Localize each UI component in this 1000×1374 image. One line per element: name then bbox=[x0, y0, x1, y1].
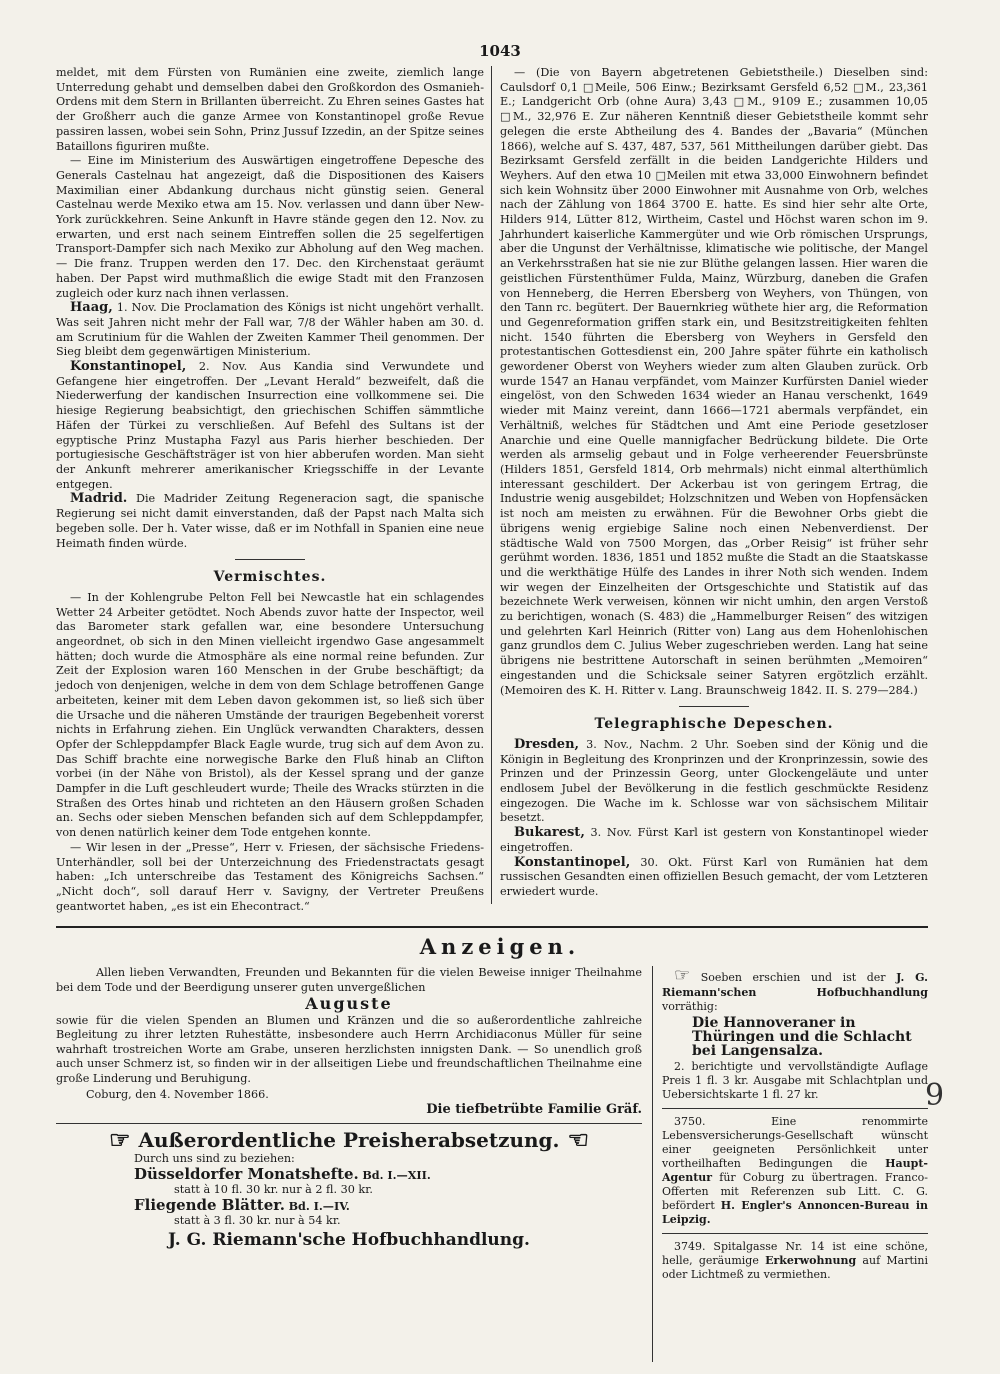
item-volumes: Bd. I.—XII. bbox=[362, 1167, 431, 1182]
apartment-highlight: Erkerwohnung bbox=[765, 1254, 857, 1267]
article-text: 2. Nov. Aus Kandia sind Verwundete und Gefangene hier eingetroffen. Der „Levant Herald“ bezweifelt, daß die Niederwerfung der kandischen Insurrection eine vollkommene sei. Die hiesige Regierung beabsichtigt, den griechischen Schiffen sämmtliche Häfen der Türkei zu verschließen. Auf Befehl des Sultans ist der egyptische Prinz Mustapha Fazyl aus Paris hierher beschieden. Der portugiesische Geschäftsträger ist von hier abberufen worden. Man sieht der Ankunft mehrerer amerikanischer Kriegsschiffe in der Levante entgegen. bbox=[56, 360, 484, 491]
price-intro: Durch uns sind zu beziehen: bbox=[134, 1152, 295, 1165]
item-price: statt à 10 fl. 30 kr. nur à 2 fl. 30 kr. bbox=[174, 1183, 373, 1196]
ads-section bbox=[56, 966, 928, 1366]
price-item bbox=[134, 1164, 642, 1184]
page-number: 1043 bbox=[479, 42, 521, 60]
price-list bbox=[56, 1152, 642, 1229]
article-text: Die Madrider Zeitung Regeneracion sagt, die spanische Regierung sei nicht damit einverstanden, daß der Papst nach Malta sich begeben solle. Der h. Vater wisse, daß er im Nothfall in Spanien eine neue Heimath finden würde. bbox=[56, 492, 484, 550]
insurance-highlight: Haupt-Agentur bbox=[662, 1157, 928, 1184]
ads-title: Anzeigen. bbox=[419, 934, 581, 959]
price-ad bbox=[56, 1125, 642, 1250]
section-title-vermischtes: Vermischtes. bbox=[213, 569, 327, 586]
place-date: Coburg, den 4. November 1866. bbox=[86, 1088, 269, 1101]
book-title: Die Hannoveraner in Thüringen und die Schlacht bei Langensalza. bbox=[692, 1015, 912, 1059]
divider bbox=[56, 1123, 642, 1124]
thanks-notice bbox=[56, 966, 642, 1117]
insurance-text bbox=[662, 1115, 928, 1227]
signature-row bbox=[56, 1103, 642, 1118]
dateline-bukarest: Bukarest, bbox=[514, 825, 585, 841]
insurance-text-a: 3750. Eine renommirte Lebensversicherungs-Gesellschaft wünscht einer geeigneten Persönlichkeit unter vortheilhaften Bedingungen die bbox=[662, 1115, 928, 1170]
apartment-text-a: 3749. Spitalgasse Nr. 14 ist eine schöne, helle, geräumige bbox=[662, 1240, 928, 1267]
book-lead-text: Soeben erschien und ist der bbox=[700, 971, 886, 984]
dateline-konstantinopel: Konstantinopel, bbox=[70, 359, 187, 375]
book-avail: vorräthig: bbox=[662, 1000, 718, 1013]
price-title: Außerordentliche Preisherabsetzung. bbox=[138, 1127, 560, 1152]
pointing-hand-right-icon: ☞ bbox=[674, 965, 691, 986]
margin-mark: 9 bbox=[925, 1078, 945, 1113]
article-konstantinopel bbox=[56, 360, 484, 492]
article-paragraph: meldet, mit dem Fürsten von Rumänien eine zweite, ziemlich lange Unterredung gehabt und demselben dabei den Großkordon des Osmanieh-Ordens mit dem Stern in Brillanten überreicht. Zu Ehren seines Gastes hat der Großherr auch die ganze Armee von Konstantinopel große Revue passiren lassen, wobei sein Sohn, Prinz Jussuf Izzedin, an der Spitze seines Bataillons figuriren mußte. bbox=[56, 66, 484, 153]
price-item bbox=[134, 1195, 642, 1215]
dateline-konstantinopel-2: Konstantinopel, bbox=[514, 854, 631, 870]
thanks-text: Allen lieben Verwandten, Freunden und Bekannten für die vielen Beweise inniger Theilnahme bei dem Tode und der Beerdigung unserer guten unvergeßlichen bbox=[56, 966, 642, 994]
article-haag bbox=[56, 301, 484, 360]
book-lead bbox=[662, 966, 928, 1014]
thanks-signature-row bbox=[56, 1088, 642, 1103]
article-paragraph: — In der Kohlengrube Pelton Fell bei Newcastle hat ein schlagendes Wetter 24 Arbeiter getödtet. Noch Abends zuvor hatte der Inspector, weil das Barometer stark gefallen war, eine besondere Untersuchung angeordnet, ob sich in den Minen vielleicht irgendwo Gase angesammelt hätten; doch wurde die Atmosphäre als eine normal reine befunden. Zur Zeit der Explosion waren 160 Menschen in der Grube beschäftigt; da jedoch von denjenigen, welche in dem von dem Schlage betroffenen Gange arbeiteten, keiner mit dem Leben davon gekommen ist, so ließ sich über die Ursache und die näheren Umstände der traurigen Begebenheit vorerst nichts in Erfahrung ziehen. Ein Unglück verwandten Charakters, dessen Opfer der Schleppdampfer Black Eagle wurde, trug sich auf dem Avon zu. Das Schiff brachte eine norwegische Barke den Fluß hinab an Clifton vorbei (in der Nähe von Bristol), als der Kessel sprang und der ganze Dampfer in die Luft geschleudert wurde; Theile des Wracks stürzten in die Straßen des Ortes hinab und richteten an den Häusern großen Schaden an. Sechs oder sieben Menschen befanden sich auf dem Schleppdampfer, von denen natürlich keiner dem Tode entgehen konnte. bbox=[56, 590, 484, 840]
apartment-ad bbox=[662, 1240, 928, 1282]
article-text: 1. Nov. Die Proclamation des Königs ist nicht ungehört verhallt. Was seit Jahren nicht mehr der Fall war, 7/8 der Wähler haben am 30. d. am Scrutinium für die Wahlen der Zweiten Kammer Theil genommen. Der Sieg bleibt dem gegenwärtigen Ministerium. bbox=[56, 301, 484, 359]
deceased-name: Auguste bbox=[305, 994, 393, 1013]
price-headline bbox=[56, 1125, 642, 1154]
book-details: 2. berichtigte und vervollständigte Auflage Preis 1 fl. 3 kr. Ausgabe mit Schlachtplan und Uebersichtskarte 1 fl. 27 kr. bbox=[662, 1060, 928, 1101]
article-text: 30. Okt. Fürst Karl von Rumänien hat dem russischen Gesandten einen offiziellen Besuch gemacht, der vom Letzteren erwiedert wurde. bbox=[500, 855, 929, 898]
article-dresden bbox=[500, 738, 928, 826]
article-paragraph: — Eine im Ministerium des Auswärtigen eingetroffene Depesche des Generals Castelnau hat angezeigt, daß die Dispositionen des Kaisers Maximilian einer Abdankung durchaus nicht günstig seien. General Castelnau werde Mexiko etwa am 15. Nov. verlassen und dann über New-York zurückkehren. Seine Ankunft in Havre stände gegen den 12. Nov. zu erwarten, und erst nach seinem Eintreffen sollen die 25 segelfertigen Transport-Dampfer sich nach Mexiko zur Abholung auf den Weg machen. — Die franz. Truppen werden den 17. Dec. den Kirchenstaat geräumt haben. Der Papst wird muthmaßlich die ewige Stadt mit den Franzosen zugleich oder kurz nach ihnen verlassen. bbox=[56, 154, 484, 300]
pointing-hand-right-icon: ☞ bbox=[108, 1125, 131, 1154]
divider bbox=[662, 1233, 928, 1234]
ads-divider bbox=[652, 966, 653, 1362]
divider bbox=[679, 706, 749, 707]
apartment-text bbox=[662, 1240, 928, 1282]
insurance-ad bbox=[662, 1115, 928, 1227]
insurance-bureau: H. Engler's Annoncen-Bureau in Leipzig. bbox=[662, 1199, 928, 1226]
dateline-madrid: Madrid. bbox=[70, 491, 128, 507]
section-rule bbox=[56, 926, 928, 928]
dateline-haag: Haag, bbox=[70, 300, 113, 316]
item-price: statt à 3 fl. 30 kr. nur à 54 kr. bbox=[174, 1214, 341, 1227]
section-title-telegraphische: Telegraphische Depeschen. bbox=[594, 716, 834, 733]
price-seller: J. G. Riemann'sche Hofbuchhandlung. bbox=[168, 1229, 530, 1250]
article-bukarest bbox=[500, 826, 928, 855]
thanks-text: sowie für die vielen Spenden an Blumen und Kränzen und die so außerordentliche zahlreiche Begleitung zu ihrer letzten Ruhestätte, insbesondere auch Herrn Archidiaconus Müller für seine wahrhaft trostreichen Worte am Grabe, unseren herzlichsten innigsten Dank. — So unendlich groß auch unser Schmerz ist, so finden wir in der allseitigen Liebe und freundschaftlichen Theilnahme eine große Linderung und Beruhigung. bbox=[56, 1013, 642, 1085]
item-title: Düsseldorfer Monatshefte. bbox=[134, 1164, 359, 1183]
column-divider bbox=[491, 66, 492, 904]
apartment-text-b: auf Martini oder Lichtmeß zu vermiethen. bbox=[662, 1254, 928, 1281]
article-paragraph: — (Die von Bayern abgetretenen Gebietstheile.) Dieselben sind: Caulsdorf 0,1 □Meile, 506 Einw.; Bezirksamt Gersfeld 6,52 □M., 23,361 E.; Landgericht Orb (ohne Aura) 3,43 □M., 9109 E.; zusammen 10,05 □M., 32,976 E. Zur näheren Kenntniß dieser Gebietstheile kommt sehr gelegen die erste Abtheilung des 4. Bandes der „Bavaria“ (München 1866), welche auf S. 437, 487, 537, 561 Mittheilungen darüber giebt. Das Bezirksamt Gersfeld zerfällt in die beiden Landgerichte Hilders und Weyhers. Auf den etwa 10 □Meilen mit etwa 33,000 Einwohnern befindet sich kein Wohnsitz über 2000 Einwohner mit Ausnahme von Orb, welches nach der Zählung von 1864 3700 E. hatte. Es sind hier sehr alte Orte, Hilders 914, Lütter 812, Wirtheim, Castel und Höchst waren schon im 9. Jahrhundert kaiserliche Kammergüter und wie Orb römischen Ursprungs, aber die Ungunst der Verhältnisse, klimatische wie politische, der Mangel an Verkehrsstraßen hat sie nie zur Blüthe gelangen lassen. Hier waren die geistlichen Fürstenthümer Fulda, Mainz, Würzburg, daneben die Grafen von Henneberg, die Herren Ebersberg von Weyhers, von Thüngen, von den Tann rc. begütert. Der Bauernkrieg wüthete hier arg, die Reformation und Gegenreformation griffen stark ein, und Besitzstreitigkeiten fehlten nicht. 1540 führten die Ebersberg von Weyhers in Gersfeld den protestantischen Gottesdienst ein, 200 Jahre später führte ein katholisch gewordener Oberst von Weyhers wieder zum alten Glauben zurück. Orb wurde 1547 an Hanau verpfändet, vom Mainzer Kurfürsten Daniel wieder eingelöst, von den Schweden 1634 wieder an Hanau verschenkt, 1649 wieder mit Mainz vereint, dann 1666—1721 abermals verpfändet, ein Verhältniß, welches für Städtchen und Amt eine Periode gesetzloser Anarchie und eine Quelle mannigfacher Bedrückung bildete. Die Orte werden als armselig gebaut und in Folge verheerender Feuersbrünste (Hilders 1851, Gersfeld 1814, Orb mehrmals) nicht einmal alterthümlich interessant geschildert. Der Ackerbau ist von geringem Ertrag, die Industrie wenig ausgebildet; Holzschnitzen und Weben von Hopfensäcken ist noch am meisten zu erwähnen. Für die Bewohner Orbs giebt die übrigens wenig ergiebige Saline noch einen Nebenverdienst. Der städtische Wald von 7500 Morgen, das „Orber Reisig“ ist früher sehr gerühmt worden. 1836, 1851 und 1852 mußte die Stadt an die Staatskasse und die werkthätige Hülfe des Landes in ihrer Noth sich wenden. Indem wir wegen der Einzelheiten der Ortsgeschichte und Statistik auf das bezeichnete Werk verweisen, können wir nicht umhin, den argen Verstoß zu berichtigen, wonach (S. 483) die „Hammelburger Reisen“ des witzigen und gelehrten Karl Heinrich (Ritter von) Lang aus dem Hohenlohischen ganz grundlos dem C. Julius Weber zugeschrieben werden. Lang hat seine übrigens nie bestrittene Autorschaft in seinen berühmten „Memoiren“ eingestanden und die Schicksale seiner Satyren ergötzlich erzählt. (Memoiren des K. H. Ritter v. Lang. Braunschweig 1842. II. S. 279—284.) bbox=[500, 66, 928, 697]
divider bbox=[662, 1108, 928, 1109]
book-firm: J. G. Riemann'schen Hofbuchhandlung bbox=[662, 971, 928, 999]
item-title: Fliegende Blätter. bbox=[134, 1195, 286, 1214]
article-text: 3. Nov. Fürst Karl ist gestern von Konstantinopel wieder eingetroffen. bbox=[500, 826, 928, 854]
item-volumes: Bd. I.—IV. bbox=[288, 1198, 350, 1213]
article-paragraph: — Wir lesen in der „Presse“, Herr v. Friesen, der sächsische Friedens-Unterhändler, soll bei der Unterzeichnung des Friedenstractats gesagt haben: „Ich unterschreibe das Testament des Königreichs Sachsen.“ „Nicht doch“, soll darauf Herr v. Savigny, der Vertreter Preußens geantwortet haben, „es ist ein Ehecontract.“ bbox=[56, 840, 484, 913]
news-columns bbox=[56, 66, 929, 913]
article-madrid bbox=[56, 492, 484, 551]
signature: Die tiefbetrübte Familie Gräf. bbox=[426, 1101, 642, 1117]
right-column bbox=[500, 66, 928, 904]
left-column bbox=[56, 66, 484, 913]
pointing-hand-left-icon: ☜ bbox=[567, 1125, 590, 1154]
divider bbox=[235, 559, 305, 560]
ads-right bbox=[662, 966, 928, 1362]
book-ad bbox=[662, 966, 928, 1102]
insurance-text-b: für Coburg zu übertragen. Franco-Offerten mit Referenzen sub Litt. C. G. befördert bbox=[662, 1171, 928, 1212]
article-text: 3. Nov., Nachm. 2 Uhr. Soeben sind der König und die Königin in Begleitung des Kronprinzen und der Kronprinzessin, sowie des Prinzen und der Prinzessin Georg, unter Glockengeläute und unter endlosem Jubel der Bevölkerung in die festlich geschmückte Residenz eingezogen. Die Wache im k. Schlosse war von sächsischem Militair besetzt. bbox=[500, 737, 928, 825]
dateline-dresden: Dresden, bbox=[514, 736, 580, 752]
ads-left bbox=[56, 966, 642, 1362]
article-konstantinopel-2 bbox=[500, 856, 928, 900]
